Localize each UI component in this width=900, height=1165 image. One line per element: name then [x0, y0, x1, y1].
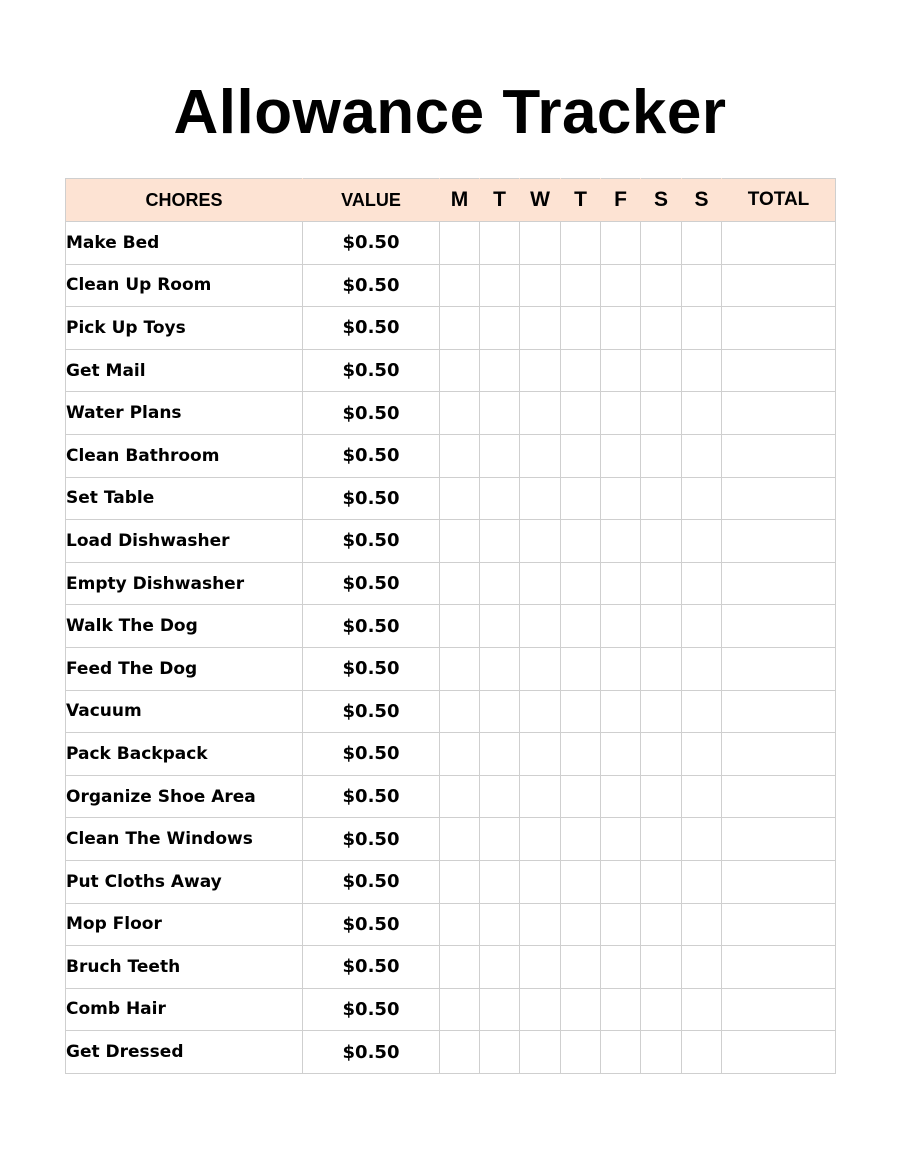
- day-cell-saturday: [641, 988, 682, 1031]
- chore-name: Vacuum: [66, 690, 303, 733]
- day-cell-thursday: [561, 903, 601, 946]
- day-cell-sunday: [682, 690, 722, 733]
- day-cell-wednesday: [520, 520, 561, 563]
- chore-name: Put Cloths Away: [66, 860, 303, 903]
- chore-name: Clean The Windows: [66, 818, 303, 861]
- chore-name: Clean Bathroom: [66, 434, 303, 477]
- day-cell-tuesday: [480, 690, 520, 733]
- table-row: [66, 434, 836, 477]
- day-cell-wednesday: [520, 392, 561, 435]
- day-cell-wednesday: [520, 946, 561, 989]
- day-cell-tuesday: [480, 903, 520, 946]
- total-cell: [722, 988, 836, 1031]
- day-cell-tuesday: [480, 222, 520, 265]
- day-cell-thursday: [561, 605, 601, 648]
- day-cell-friday: [601, 307, 641, 350]
- total-cell: [722, 307, 836, 350]
- header-row: [66, 179, 836, 222]
- total-cell: [722, 222, 836, 265]
- day-cell-tuesday: [480, 605, 520, 648]
- chore-name: Get Dressed: [66, 1031, 303, 1074]
- day-cell-tuesday: [480, 647, 520, 690]
- day-cell-saturday: [641, 733, 682, 776]
- day-cell-thursday: [561, 477, 601, 520]
- day-cell-sunday: [682, 605, 722, 648]
- day-cell-wednesday: [520, 647, 561, 690]
- total-cell: [722, 392, 836, 435]
- table-row: [66, 690, 836, 733]
- chore-value: $0.50: [303, 818, 440, 861]
- day-header-monday: M: [440, 179, 480, 222]
- chore-value: $0.50: [303, 477, 440, 520]
- day-cell-saturday: [641, 818, 682, 861]
- day-cell-wednesday: [520, 264, 561, 307]
- day-cell-monday: [440, 434, 480, 477]
- total-cell: [722, 733, 836, 776]
- chore-name: Mop Floor: [66, 903, 303, 946]
- day-cell-tuesday: [480, 988, 520, 1031]
- day-cell-friday: [601, 562, 641, 605]
- total-cell: [722, 477, 836, 520]
- day-cell-sunday: [682, 903, 722, 946]
- day-cell-friday: [601, 690, 641, 733]
- day-cell-monday: [440, 775, 480, 818]
- total-cell: [722, 1031, 836, 1074]
- table-row: [66, 307, 836, 350]
- table-row: [66, 264, 836, 307]
- day-cell-wednesday: [520, 477, 561, 520]
- chore-name: Organize Shoe Area: [66, 775, 303, 818]
- day-cell-friday: [601, 818, 641, 861]
- day-cell-tuesday: [480, 264, 520, 307]
- day-cell-wednesday: [520, 733, 561, 776]
- day-cell-tuesday: [480, 562, 520, 605]
- day-cell-monday: [440, 690, 480, 733]
- day-cell-thursday: [561, 988, 601, 1031]
- day-cell-thursday: [561, 1031, 601, 1074]
- day-cell-thursday: [561, 690, 601, 733]
- table-row: [66, 818, 836, 861]
- day-cell-monday: [440, 903, 480, 946]
- day-cell-friday: [601, 1031, 641, 1074]
- day-cell-saturday: [641, 434, 682, 477]
- day-cell-saturday: [641, 946, 682, 989]
- day-header-wednesday: W: [520, 179, 561, 222]
- chore-value: $0.50: [303, 903, 440, 946]
- day-cell-friday: [601, 775, 641, 818]
- day-cell-saturday: [641, 647, 682, 690]
- total-cell: [722, 690, 836, 733]
- chore-value: $0.50: [303, 434, 440, 477]
- day-cell-sunday: [682, 392, 722, 435]
- chore-name: Walk The Dog: [66, 605, 303, 648]
- day-cell-wednesday: [520, 349, 561, 392]
- day-cell-thursday: [561, 349, 601, 392]
- day-cell-monday: [440, 349, 480, 392]
- day-cell-thursday: [561, 392, 601, 435]
- day-cell-thursday: [561, 647, 601, 690]
- table-row: [66, 647, 836, 690]
- day-cell-friday: [601, 903, 641, 946]
- chore-name: Pack Backpack: [66, 733, 303, 776]
- chore-name: Make Bed: [66, 222, 303, 265]
- allowance-table: [65, 178, 836, 1074]
- chore-value: $0.50: [303, 222, 440, 265]
- day-cell-wednesday: [520, 775, 561, 818]
- chore-value: $0.50: [303, 605, 440, 648]
- day-cell-thursday: [561, 860, 601, 903]
- day-cell-tuesday: [480, 860, 520, 903]
- total-cell: [722, 946, 836, 989]
- day-cell-saturday: [641, 1031, 682, 1074]
- day-cell-wednesday: [520, 860, 561, 903]
- chore-value: $0.50: [303, 307, 440, 350]
- day-cell-thursday: [561, 434, 601, 477]
- chore-value: $0.50: [303, 392, 440, 435]
- total-cell: [722, 647, 836, 690]
- day-cell-tuesday: [480, 434, 520, 477]
- table-row: [66, 733, 836, 776]
- day-cell-sunday: [682, 264, 722, 307]
- chore-name: Empty Dishwasher: [66, 562, 303, 605]
- chore-name: Set Table: [66, 477, 303, 520]
- total-cell: [722, 562, 836, 605]
- chore-value: $0.50: [303, 520, 440, 563]
- day-cell-wednesday: [520, 903, 561, 946]
- day-cell-sunday: [682, 562, 722, 605]
- day-header-tuesday: T: [480, 179, 520, 222]
- day-cell-monday: [440, 946, 480, 989]
- day-cell-saturday: [641, 392, 682, 435]
- day-cell-friday: [601, 605, 641, 648]
- day-cell-monday: [440, 988, 480, 1031]
- table-body: [66, 222, 836, 1074]
- day-cell-sunday: [682, 520, 722, 563]
- day-cell-tuesday: [480, 733, 520, 776]
- chore-value: $0.50: [303, 690, 440, 733]
- day-cell-friday: [601, 520, 641, 563]
- chore-name: Clean Up Room: [66, 264, 303, 307]
- day-cell-wednesday: [520, 562, 561, 605]
- chore-name: Water Plans: [66, 392, 303, 435]
- day-cell-monday: [440, 1031, 480, 1074]
- total-cell: [722, 605, 836, 648]
- day-cell-monday: [440, 562, 480, 605]
- table-row: [66, 775, 836, 818]
- chore-value: $0.50: [303, 647, 440, 690]
- chore-name: Pick Up Toys: [66, 307, 303, 350]
- day-cell-monday: [440, 733, 480, 776]
- table-row: [66, 860, 836, 903]
- day-cell-thursday: [561, 222, 601, 265]
- chore-name: Feed The Dog: [66, 647, 303, 690]
- chore-value: $0.50: [303, 775, 440, 818]
- day-cell-sunday: [682, 647, 722, 690]
- day-cell-monday: [440, 264, 480, 307]
- table-row: [66, 903, 836, 946]
- day-cell-monday: [440, 520, 480, 563]
- day-cell-wednesday: [520, 222, 561, 265]
- table-row: [66, 520, 836, 563]
- day-cell-sunday: [682, 222, 722, 265]
- day-cell-tuesday: [480, 307, 520, 350]
- chore-value: $0.50: [303, 988, 440, 1031]
- day-cell-saturday: [641, 605, 682, 648]
- total-cell: [722, 775, 836, 818]
- day-cell-thursday: [561, 733, 601, 776]
- table-row: [66, 477, 836, 520]
- day-cell-friday: [601, 349, 641, 392]
- table-row: [66, 605, 836, 648]
- day-cell-thursday: [561, 946, 601, 989]
- total-cell: [722, 520, 836, 563]
- day-cell-saturday: [641, 775, 682, 818]
- day-cell-sunday: [682, 477, 722, 520]
- day-cell-saturday: [641, 860, 682, 903]
- chores-header: CHORES: [66, 179, 303, 222]
- chore-name: Get Mail: [66, 349, 303, 392]
- day-cell-wednesday: [520, 988, 561, 1031]
- chore-value: $0.50: [303, 860, 440, 903]
- day-cell-wednesday: [520, 818, 561, 861]
- day-cell-sunday: [682, 434, 722, 477]
- table-row: [66, 562, 836, 605]
- day-cell-friday: [601, 264, 641, 307]
- day-cell-tuesday: [480, 775, 520, 818]
- table-row: [66, 988, 836, 1031]
- day-cell-friday: [601, 946, 641, 989]
- day-cell-tuesday: [480, 392, 520, 435]
- table-row: [66, 1031, 836, 1074]
- day-cell-tuesday: [480, 1031, 520, 1074]
- day-cell-monday: [440, 647, 480, 690]
- table-row: [66, 392, 836, 435]
- day-cell-wednesday: [520, 307, 561, 350]
- chore-value: $0.50: [303, 946, 440, 989]
- day-cell-saturday: [641, 307, 682, 350]
- day-cell-tuesday: [480, 520, 520, 563]
- total-cell: [722, 434, 836, 477]
- chore-value: $0.50: [303, 1031, 440, 1074]
- day-header-sunday: S: [682, 179, 722, 222]
- day-cell-saturday: [641, 690, 682, 733]
- total-cell: [722, 264, 836, 307]
- day-cell-monday: [440, 392, 480, 435]
- day-header-saturday: S: [641, 179, 682, 222]
- day-cell-wednesday: [520, 1031, 561, 1074]
- day-cell-sunday: [682, 307, 722, 350]
- day-cell-thursday: [561, 520, 601, 563]
- day-cell-sunday: [682, 733, 722, 776]
- day-header-thursday: T: [561, 179, 601, 222]
- day-cell-friday: [601, 647, 641, 690]
- total-header: TOTAL: [722, 179, 836, 222]
- day-cell-monday: [440, 605, 480, 648]
- day-cell-thursday: [561, 775, 601, 818]
- day-cell-monday: [440, 860, 480, 903]
- day-cell-sunday: [682, 860, 722, 903]
- day-cell-friday: [601, 392, 641, 435]
- day-cell-sunday: [682, 818, 722, 861]
- day-cell-saturday: [641, 349, 682, 392]
- chore-name: Load Dishwasher: [66, 520, 303, 563]
- day-cell-tuesday: [480, 349, 520, 392]
- day-cell-friday: [601, 860, 641, 903]
- total-cell: [722, 818, 836, 861]
- day-cell-thursday: [561, 264, 601, 307]
- day-cell-friday: [601, 434, 641, 477]
- chore-value: $0.50: [303, 733, 440, 776]
- day-cell-thursday: [561, 818, 601, 861]
- chore-name: Comb Hair: [66, 988, 303, 1031]
- day-cell-wednesday: [520, 434, 561, 477]
- day-cell-saturday: [641, 264, 682, 307]
- chore-value: $0.50: [303, 562, 440, 605]
- day-cell-friday: [601, 477, 641, 520]
- total-cell: [722, 903, 836, 946]
- chore-name: Bruch Teeth: [66, 946, 303, 989]
- total-cell: [722, 860, 836, 903]
- day-cell-thursday: [561, 562, 601, 605]
- day-cell-saturday: [641, 520, 682, 563]
- day-cell-wednesday: [520, 690, 561, 733]
- day-cell-tuesday: [480, 818, 520, 861]
- chore-value: $0.50: [303, 349, 440, 392]
- table-row: [66, 946, 836, 989]
- day-cell-friday: [601, 222, 641, 265]
- day-cell-sunday: [682, 349, 722, 392]
- day-cell-friday: [601, 988, 641, 1031]
- table-row: [66, 222, 836, 265]
- day-header-friday: F: [601, 179, 641, 222]
- day-cell-tuesday: [480, 477, 520, 520]
- day-cell-monday: [440, 818, 480, 861]
- day-cell-wednesday: [520, 605, 561, 648]
- day-cell-tuesday: [480, 946, 520, 989]
- day-cell-saturday: [641, 222, 682, 265]
- day-cell-sunday: [682, 775, 722, 818]
- chore-value: $0.50: [303, 264, 440, 307]
- day-cell-sunday: [682, 988, 722, 1031]
- table-row: [66, 349, 836, 392]
- day-cell-thursday: [561, 307, 601, 350]
- day-cell-monday: [440, 477, 480, 520]
- day-cell-saturday: [641, 562, 682, 605]
- day-cell-monday: [440, 222, 480, 265]
- day-cell-friday: [601, 733, 641, 776]
- day-cell-saturday: [641, 903, 682, 946]
- page-title: Allowance Tracker: [173, 78, 727, 147]
- value-header: VALUE: [303, 179, 440, 222]
- day-cell-sunday: [682, 946, 722, 989]
- total-cell: [722, 349, 836, 392]
- day-cell-sunday: [682, 1031, 722, 1074]
- day-cell-saturday: [641, 477, 682, 520]
- day-cell-monday: [440, 307, 480, 350]
